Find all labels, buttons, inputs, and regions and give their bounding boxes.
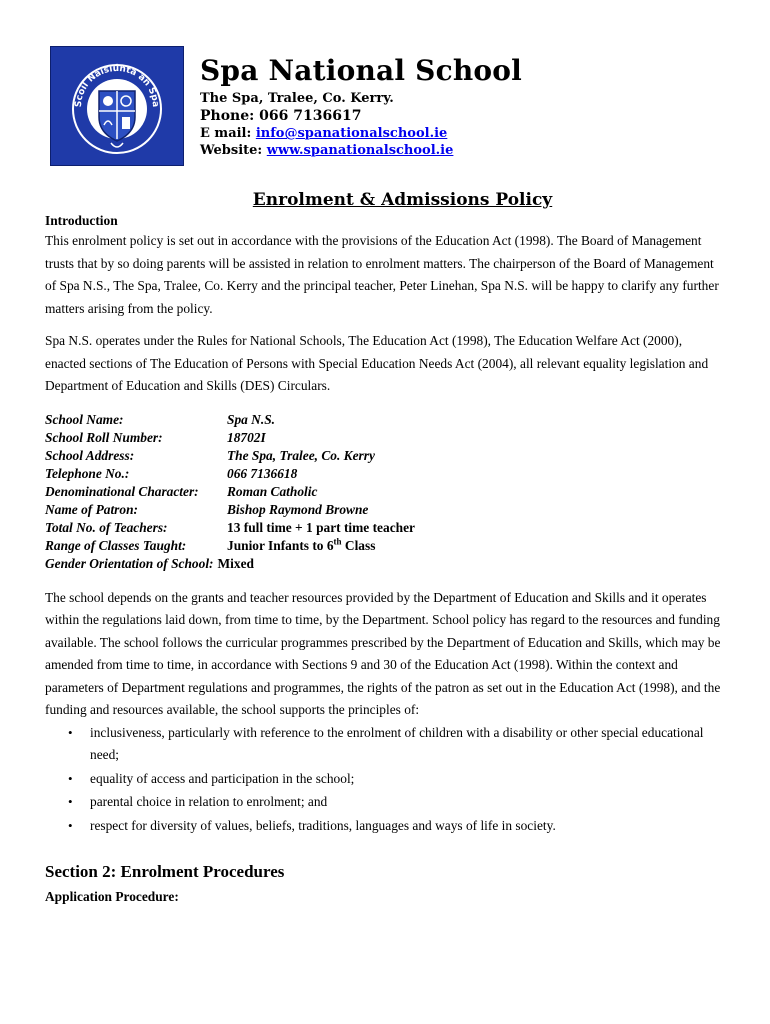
list-item	[45, 768, 725, 791]
email-label: E mail:	[200, 126, 252, 141]
school-name: Spa National School	[200, 54, 522, 87]
bullet-icon: •	[68, 770, 73, 786]
crest-motto: Scoil Náisiúnta an Spa	[73, 63, 161, 108]
application-procedure-heading: Application Procedure:	[45, 889, 179, 904]
list-item-text: inclusiveness, particularly with reference to the enrolment of children with a disability or other special educational need;	[90, 724, 704, 762]
info-row-gender	[45, 555, 725, 573]
list-item-text: respect for diversity of values, beliefs, traditions, languages and ways of life in society.	[90, 817, 556, 833]
list-item-text: equality of access and participation in the school;	[90, 770, 355, 786]
info-label: Gender Orientation of School:	[45, 555, 214, 571]
info-value: 066 7136618	[227, 465, 298, 481]
list-item	[45, 722, 725, 767]
info-value: 13 full time + 1 part time teacher	[227, 519, 415, 535]
info-label: Telephone No.:	[45, 465, 130, 481]
website-link[interactable]: www.spanationalschool.ie	[266, 143, 454, 158]
section-2-heading: Section 2: Enrolment Procedures	[45, 862, 285, 881]
website-line	[200, 142, 522, 159]
info-row-patron	[45, 501, 725, 519]
ordinal-suffix: th	[333, 536, 342, 547]
school-phone: Phone: 066 7136617	[200, 108, 362, 124]
info-label: Denominational Character:	[45, 483, 199, 499]
info-label: Name of Patron:	[45, 501, 138, 517]
info-label: School Roll Number:	[45, 429, 163, 445]
info-value: The Spa, Tralee, Co. Kerry	[227, 447, 375, 463]
bullet-icon: •	[68, 794, 73, 809]
info-value: 18702I	[227, 429, 266, 445]
info-value: Spa N.S.	[227, 411, 275, 427]
info-row-teachers	[45, 519, 725, 537]
info-value: Roman Catholic	[227, 483, 318, 499]
info-row-roll-number	[45, 429, 725, 447]
school-crest-logo	[50, 46, 184, 166]
info-label: School Address:	[45, 447, 135, 463]
info-label: Range of Classes Taught:	[45, 537, 187, 553]
info-value	[227, 538, 375, 553]
school-address: The Spa, Tralee, Co. Kerry.	[200, 91, 394, 106]
bullet-icon: •	[68, 724, 73, 740]
info-row-classes	[45, 537, 725, 555]
crest-graphic	[51, 47, 183, 165]
list-item-text: parental choice in relation to enrolment; and	[90, 794, 328, 809]
introduction-heading: Introduction	[45, 213, 118, 228]
introduction-paragraph-1: This enrolment policy is set out in accordance with the provisions of the Education Act (1998). The Board of Management trusts that by so doing parents will be assisted in relation to enrolment matters. The chairperson of the Board of Management of Spa N.S., The Spa, Tralee, Co. Kerry and the principal teacher, Peter Linehan, Spa N.S. will be happy to clarify any further matters arising from the policy.	[45, 233, 719, 316]
email-link[interactable]: info@spanationalschool.ie	[255, 126, 448, 141]
school-info-block	[45, 411, 725, 573]
info-row-telephone	[45, 465, 725, 483]
bullet-icon: •	[68, 817, 73, 833]
list-item	[45, 815, 725, 838]
info-value-main: Junior Infants to 6	[227, 537, 334, 553]
info-row-school-name	[45, 411, 725, 429]
introduction-paragraph-2: Spa N.S. operates under the Rules for National Schools, The Education Act (1998), The Education Welfare Act (2000), enacted sections of The Education of Persons with Special Education Needs Act (2004), all relevant equality legislation and Department of Education and Skills (DES) Circulars.	[45, 333, 709, 393]
policy-title: Enrolment & Admissions Policy	[252, 190, 553, 210]
info-value: Mixed	[217, 555, 254, 571]
document-body	[45, 212, 725, 908]
info-value-tail: Class	[341, 537, 376, 553]
info-row-denomination	[45, 483, 725, 501]
info-row-address	[45, 447, 725, 465]
school-header	[200, 52, 522, 159]
info-label: Total No. of Teachers:	[45, 519, 168, 535]
support-paragraph: The school depends on the grants and teacher resources provided by the Department of Education and Skills and it operates within the regulations laid down, from time to time, by the Department. School policy has regard to the resources and funding available. The school follows the curricular programmes prescribed by the Department of Education and Skills, which may be amended from time to time, in accordance with Sections 9 and 30 of the Education Act (1998). Within the context and parameters of Department regulations and programmes, the rights of the patron as set out in the Education Act (1998), and the funding and resources available, the school supports the principles of:	[45, 589, 721, 717]
info-value: Bishop Raymond Browne	[227, 501, 369, 517]
website-label: Website:	[200, 143, 263, 158]
email-line	[200, 125, 522, 142]
principles-list	[45, 722, 725, 838]
list-item	[45, 791, 725, 814]
info-label: School Name:	[45, 411, 124, 427]
